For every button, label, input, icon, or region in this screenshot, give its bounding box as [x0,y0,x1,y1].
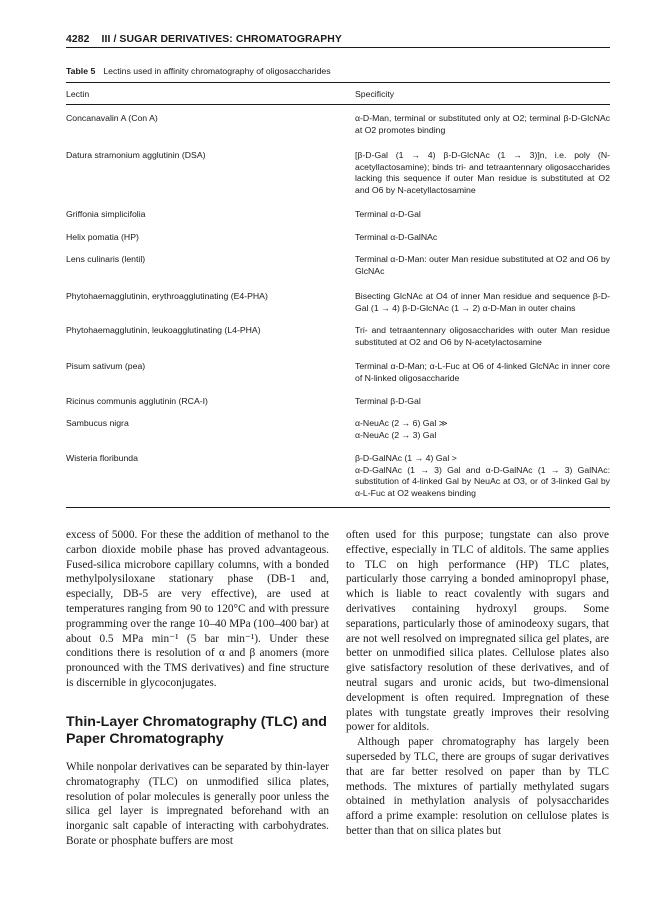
body-paragraph: excess of 5000. For these the addition of methanol to the carbon dioxide mobile phase has proved advantageous. Fused-silica microbore capillary columns, with a bonded methylpolysiloxane stationary phase (DB-1 and, especially, DB-5 are very effective), are used at temperatures ranging from 90 to 120°C and with pressure programming over the range 10–40 MPa (100–400 bar) at about 0.5 MPa min⁻¹ (5 bar min⁻¹). Under these conditions there is resolution of α and β anomers (more pronounced with the TMS derivatives) and fine structure is discernible in glycoconjugates. [66,529,329,689]
table-cell-specificity: β-D-GalNAc (1 → 4) Gal > α-D-GalNAc (1 → 3) Gal and α-D-GalNAc (1 → 3) GalNAc: substitution of 4-linked Gal by NeuAc at O3, or of 3-linked Gal by α-L-Fuc at O2 weakens binding [355,453,610,498]
table-cell-lectin: Concanavalin A (Con A) [66,113,158,123]
table-cell-specificity: Tri- and tetraantennary oligosaccharides with outer Man residue substituted at O2 and O6 by N-acetylactosamine [355,325,610,347]
table-cell-lectin: Ricinus communis agglutinin (RCA-I) [66,396,208,406]
page-number: 4282 [66,34,90,45]
table-cell-specificity: Terminal α-D-Man: outer Man residue substituted at O2 and O6 by GlcNAc [355,254,610,276]
table-cell-specificity: α-D-Man, terminal or substituted only at O2; terminal β-D-GlcNAc at O2 promotes binding [355,113,610,135]
table-cell-lectin: Phytohaemagglutinin, erythroagglutinating (E4-PHA) [66,291,268,301]
body-paragraph: often used for this purpose; tungstate can also prove effective, especially in TLC of alditols. The same applies to TLC on high performance (HP) TLC plates, particularly those carrying a bonded aminopropyl phase, which is liable to react covalently with sugars and derivatives containing hydroxyl groups. Some separations, particularly those of aminodeoxy sugars, that are not well resolved on impregnated silica gel plates, are better on unmodified silica plates. Cellulose plates also give satisfactory resolution of these derivatives, and of neutral sugars and uronic acids, but two-dimensional development is often required. Impregnation of these plates with tungstate greatly improves their resolving power for alditols. [346,529,609,734]
table-cell-lectin: Phytohaemagglutinin, leukoagglutinating (L4-PHA) [66,325,261,335]
running-head-title: III / SUGAR DERIVATIVES: CHROMATOGRAPHY [101,34,342,45]
table-caption-text: Lectins used in affinity chromatography of oligosaccharides [103,66,331,76]
table-cell-lectin: Sambucus nigra [66,418,129,428]
section-heading: Thin-Layer Chromatography (TLC) and Paper Chromatography [66,714,327,747]
table-top-rule [66,82,610,83]
table-cell-specificity: Bisecting GlcNAc at O4 of inner Man residue and sequence β-D-Gal (1 → 4) β-D-GlcNAc (1 → 2) α-D-Man in outer chains [355,291,610,313]
table-cell-specificity: Terminal α-D-Man; α-L-Fuc at O6 of 4-linked GlcNAc in inner core of N-linked oligosaccharide [355,361,610,383]
table-cell-lectin: Lens culinaris (lentil) [66,254,146,264]
table-cell-lectin: Datura stramonium agglutinin (DSA) [66,150,206,160]
table-header-lectin: Lectin [66,89,90,99]
body-paragraph: While nonpolar derivatives can be separated by thin-layer chromatography (TLC) on unmodified silica plates, resolution of polar molecules is generally poor unless the silica gel layer is impregnated beforehand with an inorganic salt capable of interacting with carbohydrates. Borate or phosphate buffers are most [66,761,329,847]
table-label: Table 5 [66,66,96,76]
running-head [66,34,342,45]
table-header-rule [66,104,610,105]
table-cell-specificity: [β-D-Gal (1 → 4) β-D-GlcNAc (1 → 3)]n, i.e. poly (N-acetyllactosamine); binds tri- and tetraantennary oligosaccharides lacking this sequence if outer Man residue is substituted at O2 and O6 by N-acetyllactosamine [355,150,610,195]
table-cell-lectin: Helix pomatia (HP) [66,232,139,242]
body-column-left [66,528,329,691]
table-cell-lectin: Wisteria floribunda [66,453,138,463]
table-header-specificity: Specificity [355,89,395,99]
header-rule [66,47,610,48]
table-bottom-rule [66,507,610,508]
body-column-right [346,528,609,839]
table-cell-specificity: α-NeuAc (2 → 6) Gal ≫ α-NeuAc (2 → 3) Gal [355,418,448,440]
table-cell-specificity: Terminal α-D-GalNAc [355,232,438,242]
body-paragraph: Although paper chromatography has largely been superseded by TLC, there are groups of sugar derivatives that are far better resolved on paper than by TLC methods. The mixtures of partially methylated sugars obtained in methylation analysis of polysaccharides afford a prime example: resolution on cellulose plates is better than that on silica plates but [346,736,609,837]
table-cell-specificity: Terminal β-D-Gal [355,396,421,406]
table-caption [66,66,331,76]
table-cell-specificity: Terminal α-D-Gal [355,209,421,219]
table-cell-lectin: Pisum sativum (pea) [66,361,146,371]
table-cell-lectin: Griffonia simplicifolia [66,209,146,219]
body-column-left-lower [66,760,329,849]
